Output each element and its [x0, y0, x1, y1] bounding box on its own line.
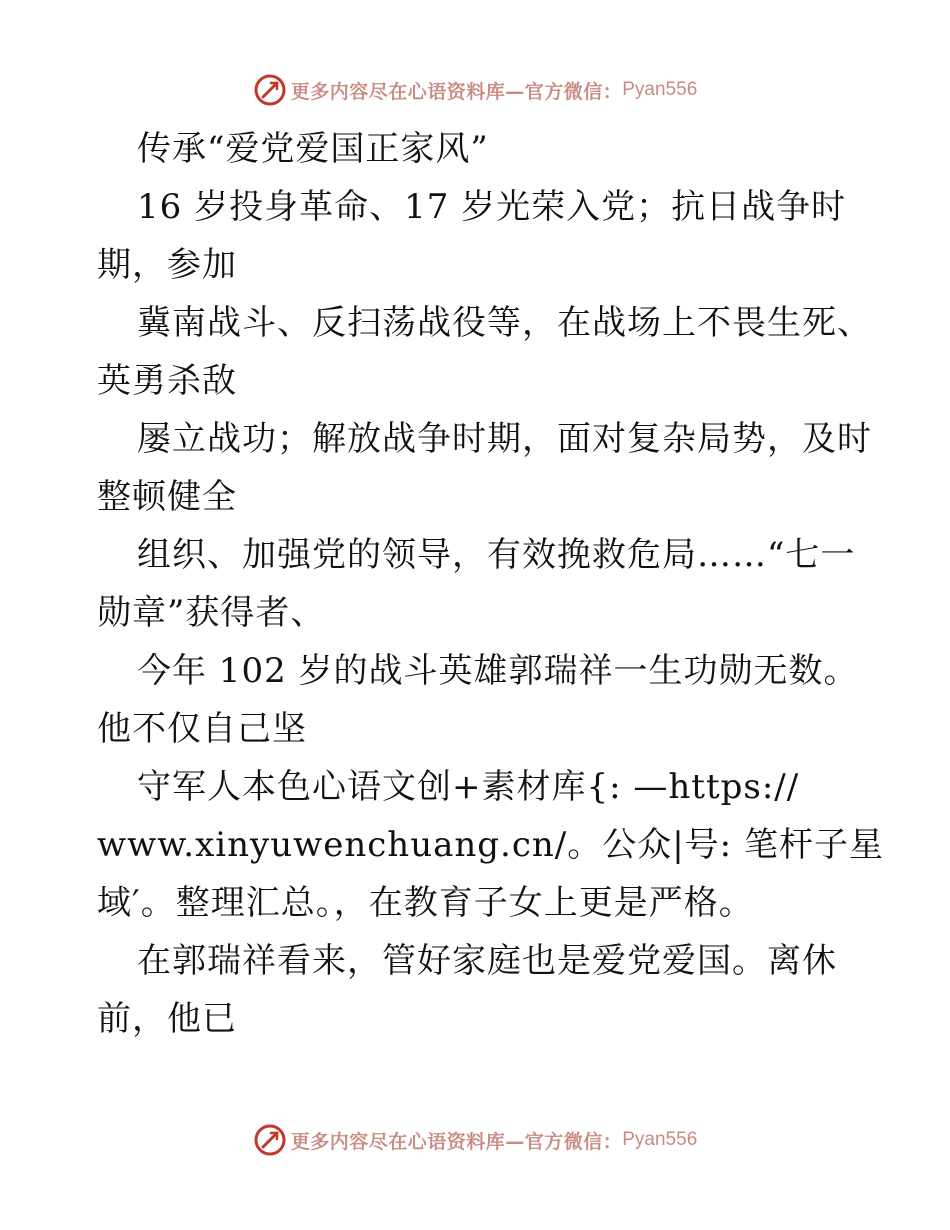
text-line: 传承“爱党爱国正家风” [137, 129, 489, 169]
header-promo-text: 更多内容尽在心语资料库—官方微信： [290, 80, 623, 103]
brand-logo-icon [253, 73, 287, 107]
text-line: 16 岁投身革命、17 岁光荣入党；抗日战争时 [137, 187, 847, 227]
header-wechat-id: Pyan556 [622, 79, 698, 100]
text-line: 勋章”获得者、 [97, 593, 326, 633]
text-line: 屡立战功；解放战争时期，面对复杂局势，及时 [137, 419, 872, 459]
footer-banner [0, 1120, 950, 1160]
footer-wechat-id: Pyan556 [622, 1129, 698, 1150]
document-body [97, 120, 884, 1048]
text-line: 前，他已 [97, 999, 237, 1039]
text-line: 整顿健全 [97, 477, 237, 517]
footer-promo-text: 更多内容尽在心语资料库—官方微信： [290, 1130, 623, 1153]
text-line: 期，参加 [97, 245, 237, 285]
header-banner [0, 70, 950, 110]
text-line: 他不仅自己坚 [97, 709, 307, 749]
text-line: 英勇杀敌 [97, 361, 237, 401]
text-line: 域′。整理汇总。，在教育子女上更是严格。 [97, 883, 754, 923]
text-line: 在郭瑞祥看来，管好家庭也是爱党爱国。离休 [137, 941, 837, 981]
text-line: 冀南战斗、反扫荡战役等，在战场上不畏生死、 [137, 303, 872, 343]
text-line: www.xinyuwenchuang.cn/。公众|号: 笔杆子星 [97, 825, 884, 865]
text-line: 今年 102 岁的战斗英雄郭瑞祥一生功勋无数。 [137, 651, 859, 691]
text-line: 守军人本色心语文创+素材库{: —https:// [137, 767, 800, 807]
brand-logo-icon [253, 1123, 287, 1157]
text-line: 组织、加强党的领导，有效挽救危局……“七一 [137, 535, 856, 575]
